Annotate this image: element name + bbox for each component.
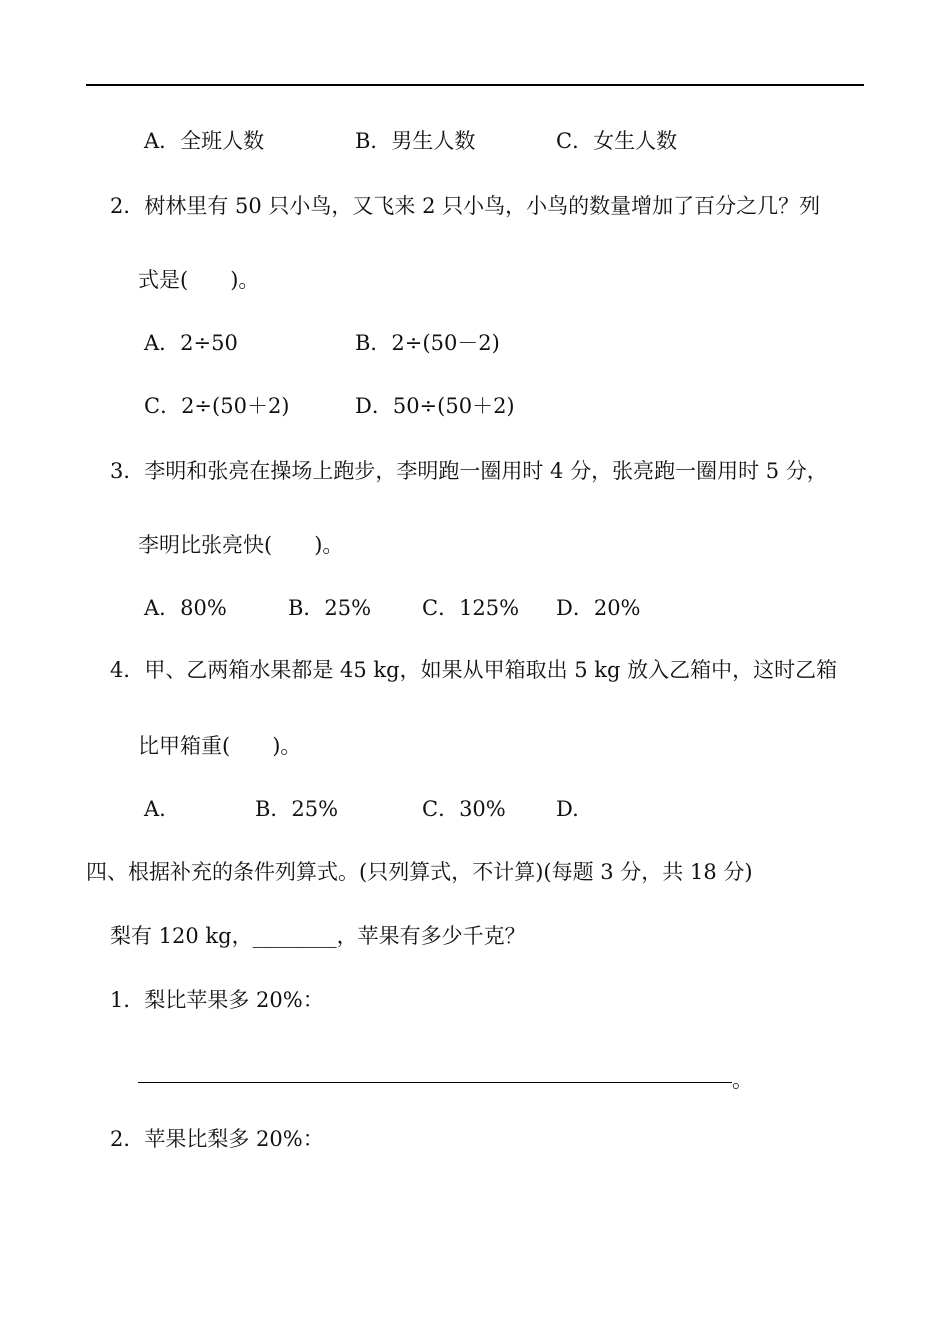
q2-option-d: D．50÷(50＋2) (355, 394, 515, 418)
q3-option-a: A．80% (144, 596, 227, 620)
q1-option-c: C．女生人数 (556, 129, 678, 153)
q1-option-a: A．全班人数 (144, 129, 265, 153)
q3-option-d: D．20% (556, 596, 641, 620)
answer-line-1-end: 。 (732, 1068, 753, 1092)
q4-text-line1: 4．甲、乙两箱水果都是 45 kg，如果从甲箱取出 5 kg 放入乙箱中，这时乙箱 (110, 658, 838, 682)
q3-option-b: B．25% (288, 596, 372, 620)
q3-option-c: C．125% (422, 596, 520, 620)
q2-option-a: A．2÷50 (144, 331, 238, 355)
answer-line-1 (138, 1082, 732, 1083)
q3-text-line1: 3．李明和张亮在操场上跑步，李明跑一圈用时 4 分，张亮跑一圈用时 5 分， (110, 459, 828, 483)
q2-text-line2: 式是( )。 (138, 268, 260, 292)
q2-option-c: C．2÷(50＋2) (144, 394, 290, 418)
q4-option-c: C．30% (422, 797, 506, 821)
q3-text-line2: 李明比张亮快( )。 (138, 533, 344, 557)
q1-option-b: B．男生人数 (355, 129, 476, 153)
q4-option-a: A. (144, 797, 166, 821)
section-4-sub2: 2．苹果比梨多 20%： (110, 1127, 324, 1151)
header-rule (86, 84, 864, 86)
q2-option-b: B．2÷(50－2) (355, 331, 500, 355)
q2-text-line1: 2．树林里有 50 只小鸟，又飞来 2 只小鸟，小鸟的数量增加了百分之几？列 (110, 194, 821, 218)
section-4-sub1: 1．梨比苹果多 20%： (110, 988, 324, 1012)
section-4-intro: 梨有 120 kg，________，苹果有多少千克？ (110, 924, 526, 948)
q4-option-b: B．25% (255, 797, 339, 821)
section-4-heading: 四、根据补充的条件列算式。(只列算式，不计算)(每题 3 分，共 18 分) (86, 860, 753, 884)
q4-text-line2: 比甲箱重( )。 (138, 734, 302, 758)
q4-option-d: D. (556, 797, 579, 821)
